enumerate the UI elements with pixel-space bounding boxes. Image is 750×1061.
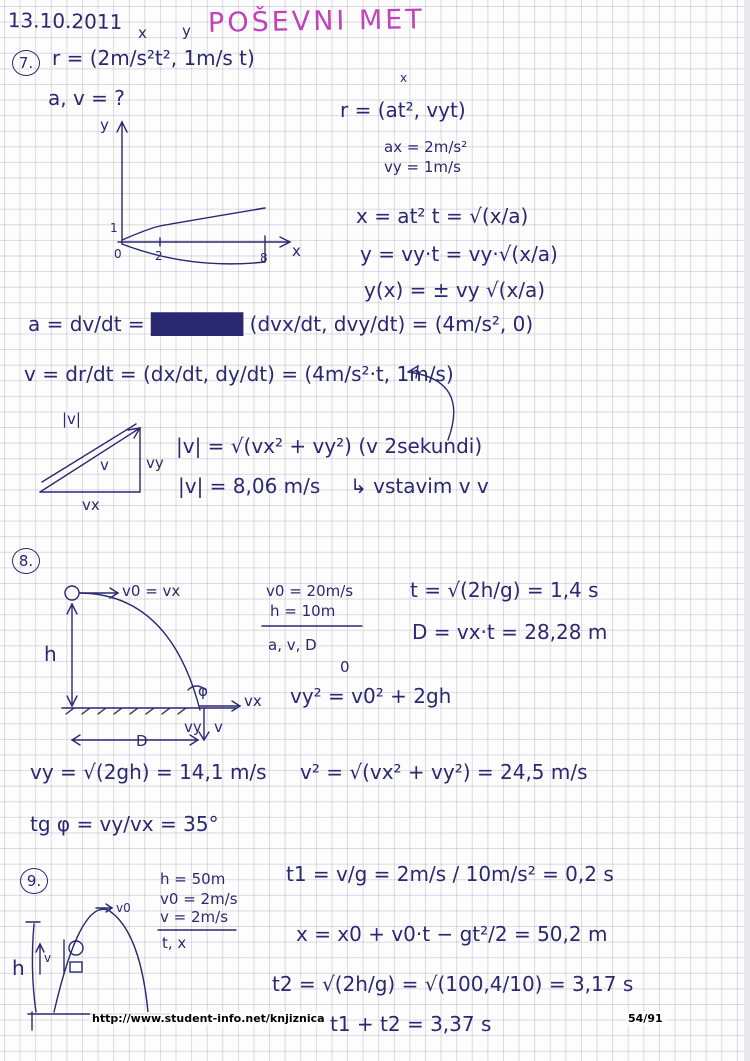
problem-7-x-mark: x	[400, 71, 408, 85]
problem-9-given-h: h = 50m	[160, 870, 226, 888]
person-body	[70, 962, 82, 972]
problem-9-x-eq: x = x0 + v0·t − gt²/2 = 50,2 m	[296, 922, 608, 946]
date: 13.10.2011	[7, 8, 123, 34]
header-axis-mark-x: x	[138, 24, 147, 42]
problem-8-t-eq: t = √(2h/g) = 1,4 s	[410, 578, 599, 602]
problem-8-vy-label: vy	[184, 718, 202, 736]
problem-9-v-label: v	[44, 951, 52, 965]
footer-source-url[interactable]: http://www.student-info.net/knjiznica	[92, 1012, 325, 1025]
header-axis-mark-y: y	[182, 22, 191, 40]
problem-7-yx-equation: y(x) = ± vy √(x/a)	[364, 278, 546, 302]
problem-7-x-equation: x = at² t = √(x/a)	[356, 204, 529, 228]
problem-7-position-vector: r = (2m/s²t², 1m/s t)	[52, 46, 255, 70]
triangle-v-mag-label: |v|	[62, 410, 81, 428]
graph-x-tick-label-2: 2	[155, 249, 163, 263]
problem-7-number: 7.	[12, 50, 40, 76]
problem-8-find: a, v, D	[268, 636, 317, 654]
problem-9-find: t, x	[162, 934, 187, 952]
problem-7-ax: ax = 2m/s²	[384, 138, 468, 156]
triangle-v-label: v	[100, 456, 109, 474]
problem-8-vy2-eq: vy² = v0² + 2gh	[290, 684, 452, 708]
graph-y-label: y	[100, 116, 109, 134]
problem-7-y-equation: y = vy·t = vy·√(x/a)	[360, 242, 558, 266]
problem-7-velocity-eq: v = dr/dt = (dx/dt, dy/dt) = (4m/s²·t, 1m/s)	[24, 362, 454, 386]
problem-9-given-v: v = 2m/s	[160, 908, 229, 926]
graph-origin-label: 0	[114, 247, 122, 261]
problem-9-v0-label: v0	[116, 901, 131, 915]
graph-x-label: x	[292, 242, 301, 260]
problem-9-number: 9.	[20, 868, 48, 894]
problem-8-v-label: v	[214, 718, 223, 736]
problem-8-tg-eq: tg φ = vy/vx = 35°	[30, 812, 219, 836]
graph-y-tick-label: 1	[110, 221, 118, 235]
problem-7-v-magnitude-eq: |v| = √(vx² + vy²) (v 2sekundi)	[176, 434, 483, 458]
problem-8-h-label: h	[44, 642, 57, 666]
footer-page-number: 54/91	[628, 1012, 663, 1025]
problem-9-t1-eq: t1 = v/g = 2m/s / 10m/s² = 0,2 s	[286, 862, 614, 886]
problem-7-note: ↳ vstavim v v	[350, 474, 489, 498]
problem-7-acceleration-eq: a = dv/dt = ██████ (dvx/dt, dvy/dt) = (4m/s², 0)	[28, 312, 534, 336]
problem-8-v0-label: v0 = vx	[122, 582, 181, 600]
problem-8-D-eq: D = vx·t = 28,28 m	[412, 620, 608, 644]
problem-8-vy-eq: vy = √(2gh) = 14,1 m/s	[30, 760, 267, 784]
height-brace	[32, 924, 36, 1012]
problem-9-h-label: h	[12, 956, 25, 980]
triangle-vx-label: vx	[82, 496, 100, 514]
problem-8-vx-label: vx	[244, 692, 262, 710]
trajectory-9	[54, 909, 148, 1012]
problem-7-general-position: r = (at², vyt)	[340, 98, 466, 122]
problem-8-given-h: h = 10m	[270, 602, 336, 620]
problem-7-question: a, v = ?	[48, 86, 125, 110]
problem-8-v-eq: v² = √(vx² + vy²) = 24,5 m/s	[300, 760, 588, 784]
graph-x-tick-label-8: 8	[260, 251, 268, 265]
problem-8-D-label: D	[136, 732, 148, 750]
problem-9-total-time: t1 + t2 = 3,37 s	[330, 1012, 492, 1036]
problem-7-vy: vy = 1m/s	[384, 158, 461, 176]
problem-7-v-magnitude-value: |v| = 8,06 m/s	[178, 474, 321, 498]
problem-9-given-v0: v0 = 2m/s	[160, 890, 238, 908]
problem-8-number: 8.	[12, 548, 40, 574]
problem-8-phi-label: φ	[198, 682, 208, 700]
triangle-vy-label: vy	[146, 454, 164, 472]
problem-9-t2-eq: t2 = √(2h/g) = √(100,4/10) = 3,17 s	[272, 972, 634, 996]
problem-8-given-v0: v0 = 20m/s	[266, 582, 354, 600]
problem-8-zero-mark: 0	[340, 658, 350, 676]
page-title: POŠEVNI MET	[207, 4, 426, 39]
